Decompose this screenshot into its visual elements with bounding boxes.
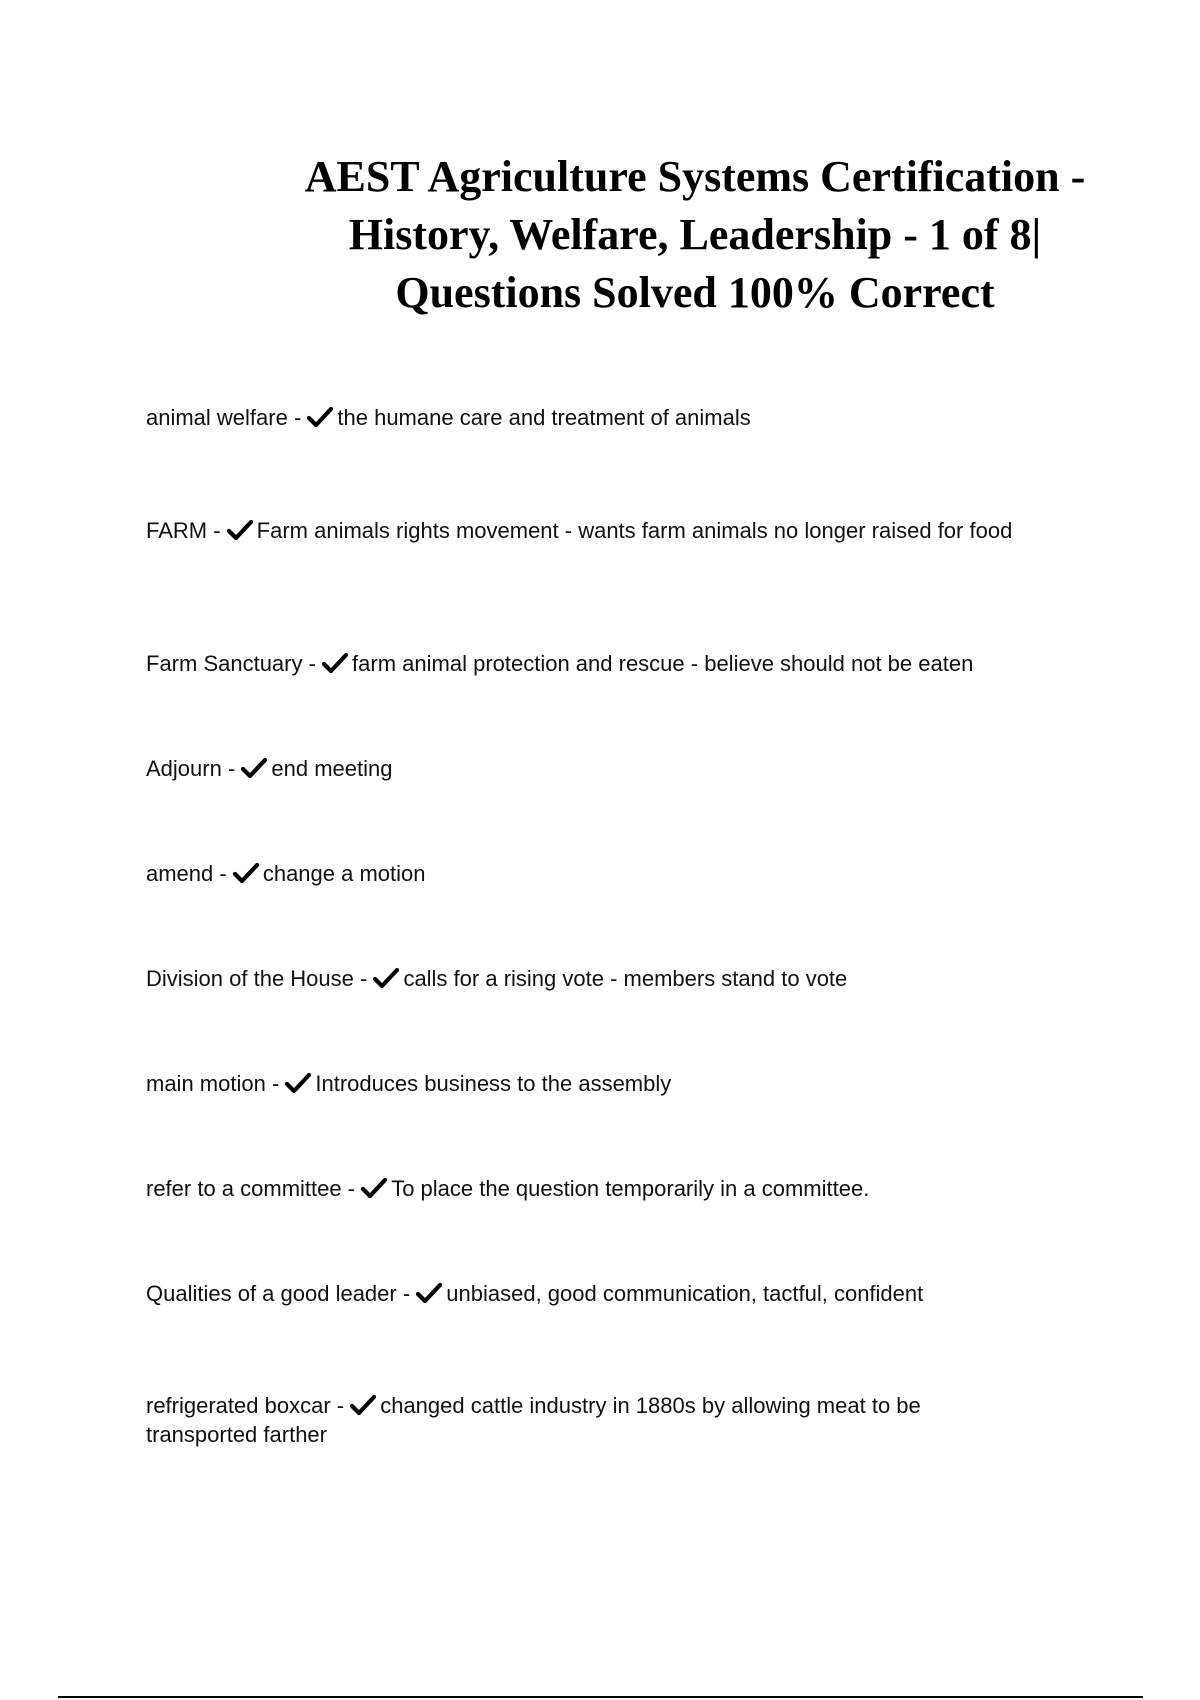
definition: Farm animals rights movement - wants farm animals no longer raised for food <box>256 518 1013 543</box>
term: amend - <box>146 861 233 886</box>
check-mark-icon <box>227 520 255 540</box>
term: main motion - <box>146 1071 286 1096</box>
qa-item-refrigerated-boxcar <box>146 1391 996 1449</box>
term: FARM - <box>146 518 227 543</box>
term: refer to a committee - <box>146 1176 362 1201</box>
qa-item-division-of-the-house <box>146 964 1066 993</box>
definition: To place the question temporarily in a committee. <box>391 1176 870 1201</box>
check-mark-icon <box>350 1395 378 1415</box>
check-mark-icon <box>416 1283 444 1303</box>
check-mark-icon <box>361 1178 389 1198</box>
term: Adjourn - <box>146 756 242 781</box>
check-mark-icon <box>233 863 261 883</box>
definition: the humane care and treatment of animals <box>337 405 751 430</box>
footer-rule <box>58 1696 1143 1698</box>
definition: calls for a rising vote - members stand to vote <box>403 966 848 991</box>
qa-item-animal-welfare <box>146 403 1066 432</box>
qa-item-main-motion <box>146 1069 1066 1098</box>
check-mark-icon <box>322 653 350 673</box>
qa-item-amend <box>146 859 1066 888</box>
document-title: AEST Agriculture Systems Certification - History, Welfare, Leadership - 1 of 8| Questions Solved 100% Correct <box>304 152 1086 317</box>
qa-item-refer-to-a-committee <box>146 1174 1066 1203</box>
check-mark-icon <box>307 407 335 427</box>
definition: Introduces business to the assembly <box>315 1071 672 1096</box>
term: Division of the House - <box>146 966 374 991</box>
qa-item-qualities-of-a-good-leader <box>146 1279 1066 1308</box>
term: refrigerated boxcar - <box>146 1393 351 1418</box>
check-mark-icon <box>373 968 401 988</box>
definition: change a motion <box>262 861 426 886</box>
qa-item-farm <box>146 516 1026 545</box>
term: Qualities of a good leader - <box>146 1281 417 1306</box>
definition: unbiased, good communication, tactful, confident <box>446 1281 924 1306</box>
term: Farm Sanctuary - <box>146 651 323 676</box>
qa-item-farm-sanctuary <box>146 649 1066 678</box>
check-mark-icon <box>285 1073 313 1093</box>
term: animal welfare - <box>146 405 308 430</box>
definition: changed cattle industry in 1880s by allowing meat to be transported farther <box>146 1393 921 1447</box>
qa-item-adjourn <box>146 754 1066 783</box>
definition: farm animal protection and rescue - believe should not be eaten <box>352 651 974 676</box>
definition: end meeting <box>271 756 393 781</box>
check-mark-icon <box>241 758 269 778</box>
